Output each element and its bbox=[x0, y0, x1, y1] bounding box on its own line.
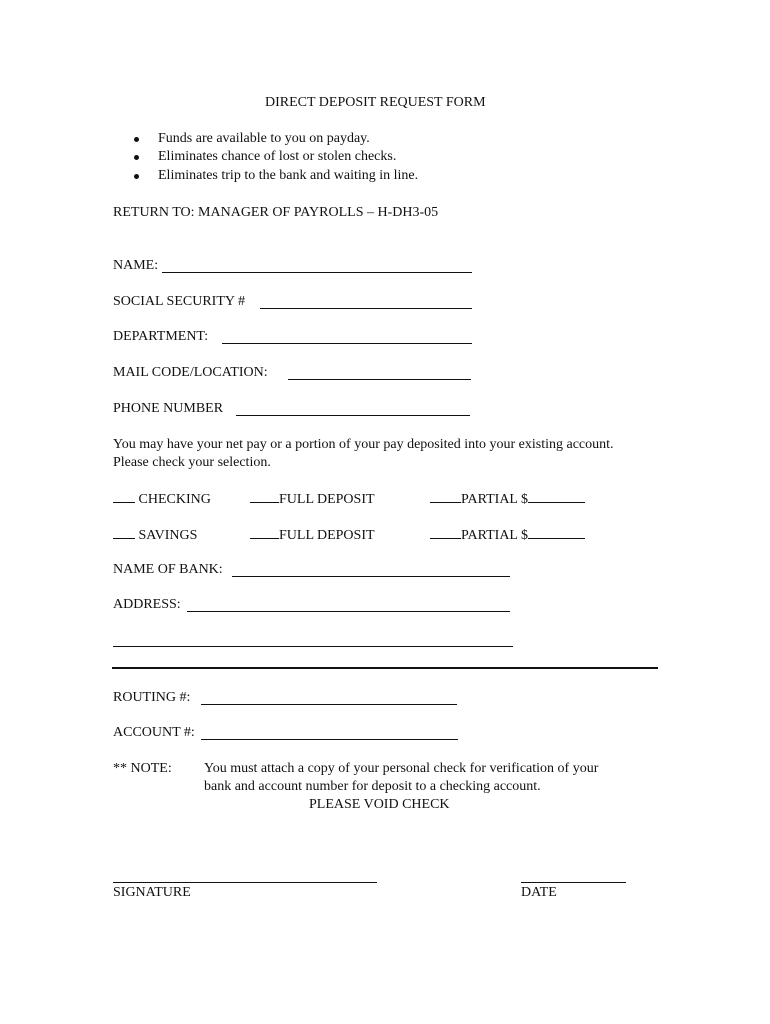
savings-option[interactable] bbox=[113, 526, 197, 544]
savings-partial-option[interactable] bbox=[430, 526, 585, 544]
note-label: ** NOTE: bbox=[113, 761, 172, 776]
checking-option[interactable] bbox=[113, 490, 211, 508]
address-line-2-field[interactable] bbox=[113, 646, 513, 647]
account-label: ACCOUNT #: bbox=[113, 725, 195, 740]
ssn-field[interactable] bbox=[260, 308, 472, 309]
routing-field[interactable] bbox=[201, 704, 457, 705]
full-deposit-label: FULL DEPOSIT bbox=[279, 528, 375, 543]
mail-code-field[interactable] bbox=[288, 379, 471, 380]
phone-field[interactable] bbox=[236, 415, 470, 416]
name-label: NAME: bbox=[113, 258, 159, 273]
savings-label: SAVINGS bbox=[138, 528, 198, 543]
department-label: DEPARTMENT: bbox=[113, 329, 209, 344]
checking-label: CHECKING bbox=[138, 492, 211, 507]
account-field[interactable] bbox=[201, 739, 458, 740]
bullet-icon bbox=[134, 174, 139, 179]
bullet-icon bbox=[134, 155, 139, 160]
full-deposit-label: FULL DEPOSIT bbox=[279, 492, 375, 507]
partial-label: PARTIAL $ bbox=[461, 528, 528, 543]
savings-full-deposit-option[interactable] bbox=[250, 526, 375, 544]
bank-name-field[interactable] bbox=[232, 576, 510, 577]
checking-full-deposit-checkbox[interactable] bbox=[250, 490, 279, 503]
bullet-icon bbox=[134, 137, 139, 142]
name-field[interactable] bbox=[162, 272, 472, 273]
void-check-text: PLEASE VOID CHECK bbox=[309, 797, 450, 812]
return-to-text: RETURN TO: MANAGER OF PAYROLLS – H-DH3-05 bbox=[113, 205, 439, 220]
checking-partial-option[interactable] bbox=[430, 490, 585, 508]
date-label: DATE bbox=[521, 885, 557, 900]
checking-partial-amount-field[interactable] bbox=[528, 490, 585, 503]
instructions-text: Please check your selection. bbox=[113, 455, 271, 470]
checking-full-deposit-option[interactable] bbox=[250, 490, 375, 508]
savings-checkbox[interactable] bbox=[113, 526, 135, 539]
signature-label: SIGNATURE bbox=[113, 885, 191, 900]
savings-partial-amount-field[interactable] bbox=[528, 526, 585, 539]
bank-name-label: NAME OF BANK: bbox=[113, 562, 223, 577]
form-title: DIRECT DEPOSIT REQUEST FORM bbox=[265, 95, 486, 110]
department-field[interactable] bbox=[222, 343, 472, 344]
bullet-item: Eliminates chance of lost or stolen checks. bbox=[158, 149, 397, 164]
routing-label: ROUTING #: bbox=[113, 690, 191, 705]
section-divider bbox=[112, 667, 658, 669]
savings-partial-checkbox[interactable] bbox=[430, 526, 461, 539]
ssn-label: SOCIAL SECURITY # bbox=[113, 294, 245, 309]
note-text: bank and account number for deposit to a checking account. bbox=[204, 779, 541, 794]
bullet-item: Eliminates trip to the bank and waiting in line. bbox=[158, 168, 419, 183]
note-text: You must attach a copy of your personal check for verification of your bbox=[204, 761, 599, 776]
address-field[interactable] bbox=[187, 611, 510, 612]
checking-checkbox[interactable] bbox=[113, 490, 135, 503]
date-field[interactable] bbox=[521, 882, 626, 883]
savings-full-deposit-checkbox[interactable] bbox=[250, 526, 279, 539]
bullet-item: Funds are available to you on payday. bbox=[158, 131, 370, 146]
address-label: ADDRESS: bbox=[113, 597, 181, 612]
phone-label: PHONE NUMBER bbox=[113, 401, 224, 416]
partial-label: PARTIAL $ bbox=[461, 492, 528, 507]
signature-field[interactable] bbox=[113, 882, 377, 883]
checking-partial-checkbox[interactable] bbox=[430, 490, 461, 503]
mail-code-label: MAIL CODE/LOCATION: bbox=[113, 365, 268, 380]
instructions-text: You may have your net pay or a portion of your pay deposited into your existing account. bbox=[113, 437, 614, 452]
